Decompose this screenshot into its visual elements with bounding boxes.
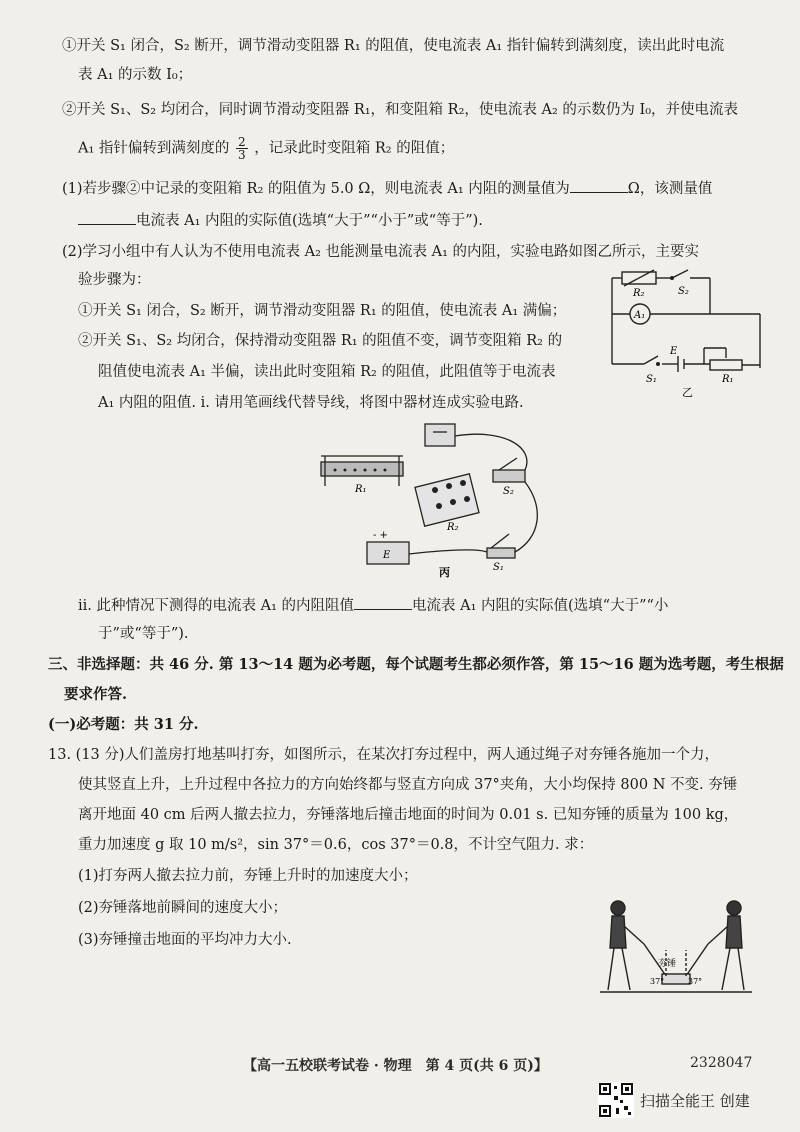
question-2-step-2: ②开关 S₁、S₂ 均闭合，保持滑动变阻器 R₁ 的阻值不变，调节变阻箱 R₂ 的 [78,333,563,349]
problem-13-line-2: 使其竖直上升，上升过程中各拉力的方向始终都与竖直方向成 37°夹角，大小均保持 800 N 不变. 夯锤 [78,777,738,793]
fraction-two-thirds [236,136,248,161]
label-e: E [670,346,678,357]
question-2-part-ii-cont: 于”或“等于”). [98,626,189,642]
question-1-text-a: (1)若步骤②中记录的变阻箱 R₂ 的阻值为 5.0 Ω，则电流表 A₁ 内阻的测量值为 [62,181,570,197]
step-2-line: ②开关 S₁、S₂ 均闭合，同时调节滑动变阻器 R₁，和变阻箱 R₂，使电流表 A₂ 的示数仍为 I₀，并使电流表 [62,102,739,118]
step-2-cont [78,136,454,161]
footer-title: 【高一五校联考试卷 · 物理 第 4 页(共 6 页)】 [243,1058,548,1074]
question-2-line: (2)学习小组中有人认为不使用电流表 A₂ 也能测量电流表 A₁ 的内阻，实验电路如图乙所示，主要实 [62,244,700,260]
question-2-step-1: ①开关 S₁ 闭合，S₂ 断开，调节滑动变阻器 R₁ 的阻值，使电流表 A₁ 满偏； [78,303,567,319]
problem-13-line-3: 离开地面 40 cm 后两人撤去拉力，夯锤落地后撞击地面的时间为 0.01 s. 已知夯锤的质量为 100 kg， [78,807,739,823]
scanner-watermark: 扫描全能王 创建 [640,1092,750,1110]
label-bing-r2: R₂ [447,522,459,533]
figure-label-bing: 丙 [439,566,450,578]
circuit-diagram-yi [600,268,772,398]
tamping-illustration [596,896,756,1000]
step-1-line: ①开关 S₁ 闭合，S₂ 断开，调节滑动变阻器 R₁ 的阻值，使电流表 A₁ 指针偏转到满刻度，读出此时电流 [62,38,725,54]
question-2-part-i: A₁ 内阻的阻值. ⅰ. 请用笔画线代替导线，将图中器材连成实验电路. [98,395,524,411]
question-1-text-b: Ω，该测量值 [627,181,713,197]
label-bing-r1: R₁ [355,484,367,495]
question-2-step-2-cont: 阻值使电流表 A₁ 半偏，读出此时变阻箱 R₂ 的阻值，此阻值等于电流表 [98,364,556,380]
question-2-part-ii-b: 电流表 A₁ 内阻的实际值(选填“大于”“小 [412,598,669,614]
answer-blank-3[interactable] [354,595,412,610]
problem-13-question-1: (1)打夯两人撤去拉力前，夯锤上升时的加速度大小； [78,868,418,884]
answer-blank-1[interactable] [570,178,628,193]
label-s2: S₂ [678,286,689,297]
section-3-heading: 三、非选择题：共 46 分. 第 13～14 题为必考题，每个试题考生都必须作答，第 15～16 题为选考题，考生根据 [48,656,784,673]
fraction-numerator: 2 [238,135,246,149]
problem-13-line-1: 13. (13 分)人们盖房打地基叫打夯，如图所示，在某次打夯过程中，两人通过绳子对夯锤各施加一个力， [48,747,720,763]
label-a1: A₁ [634,310,646,321]
question-2-part-ii [78,595,668,616]
question-1-cont [78,210,483,231]
label-r1: R₁ [722,374,734,385]
angle-left-label: 37° [650,977,665,986]
label-s1: S₁ [646,374,657,385]
angle-right-label: 37° [688,977,703,986]
hammer-label: 夯锤 [658,959,677,969]
label-bing-polarity: - + [373,530,388,541]
question-1-text-c: 电流表 A₁ 内阻的实际值(选填“大于”“小于”或“等于”). [136,213,483,229]
step-2-text-b: ，记录此时变阻箱 R₂ 的阻值； [254,140,455,157]
footer-code: 2328047 [690,1055,753,1071]
qr-code-icon [598,1082,634,1118]
question-2-cont: 验步骤为： [78,272,151,288]
equipment-diagram-bing [315,418,565,578]
figure-label-yi: 乙 [682,386,693,398]
question-1-line [62,178,712,199]
problem-13-line-4: 重力加速度 g 取 10 m/s²，sin 37°＝0.6，cos 37°＝0.8，不计空气阻力. 求： [78,837,594,853]
question-2-part-ii-a: ⅱ. 此种情况下测得的电流表 A₁ 的内阻阻值 [78,598,354,614]
label-bing-s2: S₂ [503,486,514,497]
problem-13-question-2: (2)夯锤落地前瞬间的速度大小； [78,900,288,916]
required-questions-heading: (一)必考题：共 31 分. [48,716,199,733]
problem-13-question-3: (3)夯锤撞击地面的平均冲力大小. [78,932,292,948]
section-3-heading-cont: 要求作答. [64,686,128,703]
label-r2: R₂ [633,288,645,299]
label-bing-s1: S₁ [493,562,504,573]
step-2-text-a: A₁ 指针偏转到满刻度的 [78,140,230,157]
label-bing-e: E [383,550,391,561]
fraction-denominator: 3 [238,148,246,162]
step-1-cont: 表 A₁ 的示数 I₀； [78,67,193,83]
answer-blank-2[interactable] [78,210,136,225]
